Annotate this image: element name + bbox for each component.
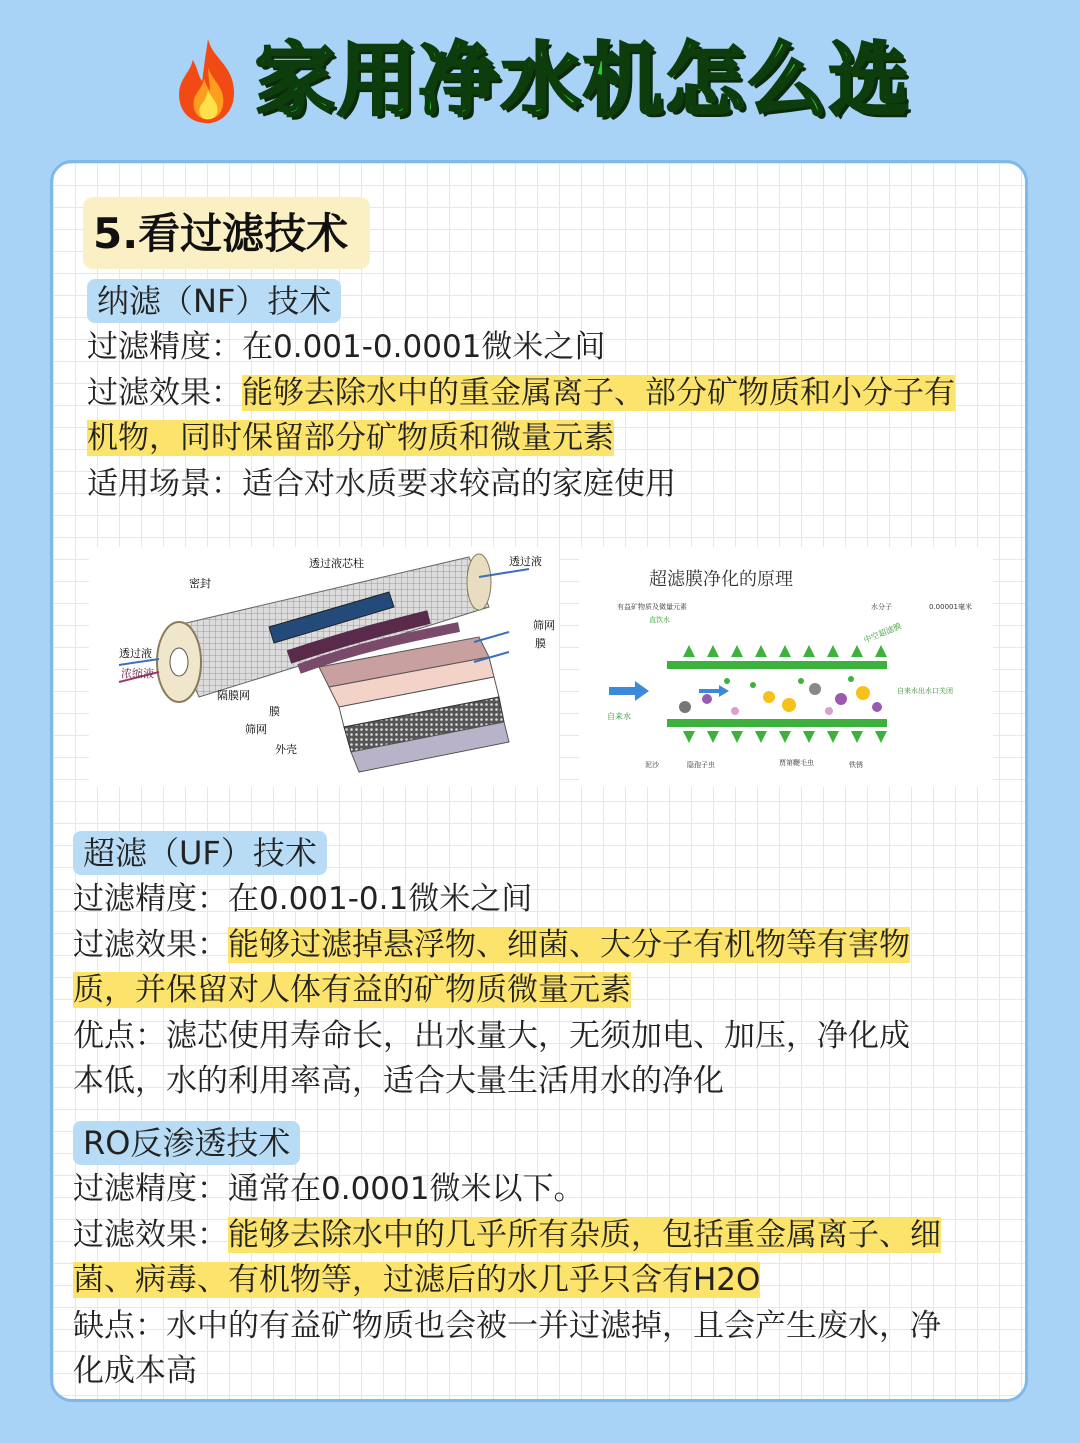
label-core: 透过液芯柱 <box>309 557 364 570</box>
label-molecule: 水分子 <box>871 603 892 611</box>
content-card <box>50 160 1028 1402</box>
ro-block <box>73 1121 1005 1395</box>
label-tap-in: 自来水 <box>607 712 631 721</box>
ro-heading: RO反渗透技术 <box>73 1121 300 1165</box>
label-sand: 泥沙 <box>645 761 659 769</box>
figure-row <box>89 547 993 787</box>
label-permeate-top: 透过液 <box>509 555 542 568</box>
uf-heading: 超滤（UF）技术 <box>73 831 327 875</box>
page-title: 家用净水机怎么选 <box>255 34 911 127</box>
label-minerals: 有益矿物质及微量元素 <box>617 603 687 611</box>
nf-effect-highlight-2: 机物，同时保留部分矿物质和微量元素 <box>87 420 614 456</box>
label-mesh: 筛网 <box>245 723 267 736</box>
nf-block <box>87 279 1005 507</box>
nf-scene: 适用场景：适合对水质要求较高的家庭使用 <box>87 465 676 502</box>
ro-effect-line2 <box>73 1258 1005 1304</box>
label-drink: 直饮水 <box>649 616 670 624</box>
ro-precision: 过滤精度：通常在0.0001微米以下。 <box>73 1171 585 1207</box>
nf-precision: 过滤精度：在0.001-0.0001微米之间 <box>87 329 606 365</box>
ro-effect-highlight-1: 能够去除水中的几乎所有杂质，包括重金属离子、细 <box>228 1216 941 1253</box>
uf-diagram-title: 超滤膜净化的原理 <box>649 569 793 590</box>
nf-effect-line1 <box>87 371 1005 417</box>
label-worm: 贾第鞭毛虫 <box>779 759 814 767</box>
spiral-membrane-diagram <box>89 547 559 787</box>
label-shell: 外壳 <box>275 743 297 756</box>
uf-precision: 过滤精度：在0.001-0.1微米之间 <box>73 881 533 917</box>
uf-effect-highlight-1: 能够过滤掉悬浮物、细菌、大分子有机物等有害物 <box>228 926 910 963</box>
ro-cons-line1: 缺点：水中的有益矿物质也会被一并过滤掉，且会产生废水，净 <box>73 1307 941 1344</box>
ro-effect-highlight-2: 菌、病毒、有机物等，过滤后的水几乎只含有H2O <box>73 1262 761 1298</box>
label-rust: 铁锈 <box>849 761 863 769</box>
label-out: 自来水出水口关闭 <box>897 687 953 695</box>
label-diag: 中空超滤膜 <box>862 621 903 645</box>
nf-heading: 纳滤（NF）技术 <box>87 279 341 323</box>
nf-effect-highlight-1: 能够去除水中的重金属离子、部分矿物质和小分子有 <box>242 374 955 411</box>
label-membrane-right: 膜 <box>535 637 546 650</box>
uf-effect-highlight-2: 质，并保留对人体有益的矿物质微量元素 <box>73 972 631 1008</box>
uf-block <box>73 831 1005 1105</box>
label-permeate-left: 透过液 <box>119 647 152 660</box>
uf-principle-diagram <box>579 547 993 787</box>
label-mesh-right: 筛网 <box>533 619 555 632</box>
uf-effect-line1 <box>73 923 1005 969</box>
label-membrane: 膜 <box>269 705 280 718</box>
label-concentrate: 浓缩液 <box>121 667 154 680</box>
fire-icon <box>169 35 247 127</box>
ro-effect-label: 过滤效果： <box>73 1216 228 1253</box>
nf-effect-line2 <box>87 416 1005 462</box>
label-seal: 密封 <box>189 577 211 590</box>
uf-pros-line2: 本低，水的利用率高，适合大量生活用水的净化 <box>73 1063 724 1099</box>
uf-effect-label: 过滤效果： <box>73 926 228 963</box>
ro-cons-line2: 化成本高 <box>73 1353 197 1389</box>
uf-pros-line1: 优点：滤芯使用寿命长，出水量大，无须加电、加压，净化成 <box>73 1017 910 1054</box>
label-size: 0.00001毫米 <box>929 603 972 611</box>
uf-effect-line2 <box>73 968 1005 1014</box>
label-parasite: 隐孢子虫 <box>687 761 715 769</box>
nf-effect-label: 过滤效果： <box>87 374 242 411</box>
ro-effect-line1 <box>73 1213 1005 1259</box>
label-spacer: 隔膜网 <box>217 689 250 702</box>
section-title: 5.看过滤技术 <box>83 197 370 269</box>
page-header <box>0 26 1080 136</box>
